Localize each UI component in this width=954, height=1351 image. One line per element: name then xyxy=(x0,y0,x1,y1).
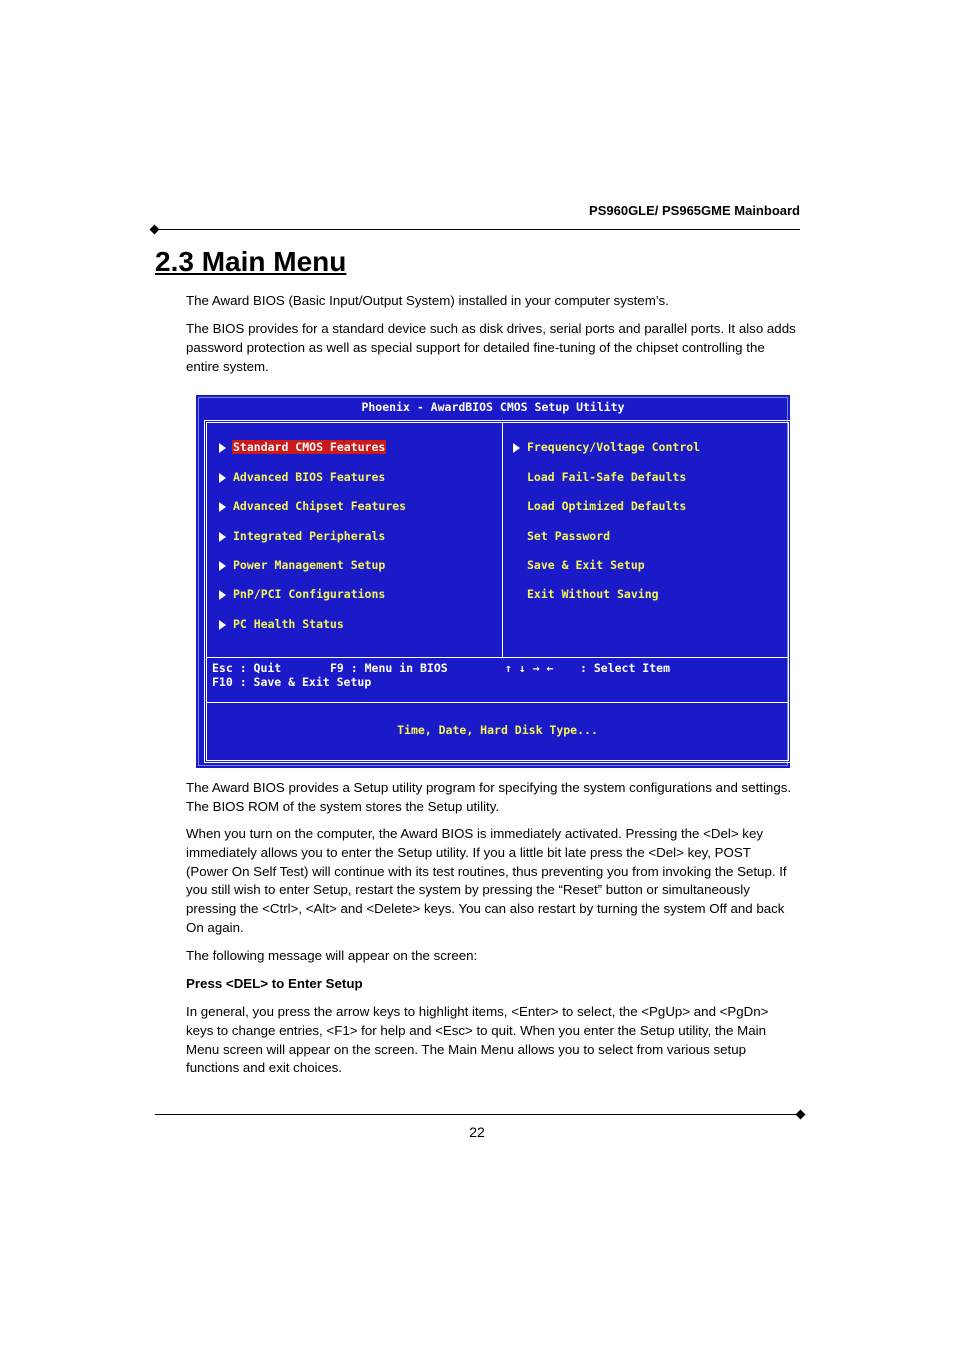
bios-item-exit-without-saving[interactable]: Exit Without Saving xyxy=(527,587,659,601)
bios-inner-frame xyxy=(198,397,788,766)
intro-paragraph-1: The Award BIOS (Basic Input/Output System) installed in your computer system’s. xyxy=(186,293,669,308)
bios-item-set-password[interactable]: Set Password xyxy=(527,529,611,543)
bios-hint-f10: F10 : Save & Exit Setup xyxy=(212,675,372,689)
bios-item-frequency-voltage-control[interactable]: Frequency/Voltage Control xyxy=(513,440,701,455)
bios-hint-esc: Esc : Quit xyxy=(212,661,282,675)
triangle-right-icon xyxy=(219,473,226,483)
triangle-right-icon xyxy=(219,620,226,630)
bios-status-divider xyxy=(207,702,788,703)
bios-item-power-management-setup[interactable]: Power Management Setup xyxy=(219,558,386,573)
bios-item-standard-cmos-features[interactable]: Standard CMOS Features xyxy=(219,440,386,455)
triangle-right-icon xyxy=(219,443,226,453)
header-title: PS960GLE/ PS965GME Mainboard xyxy=(589,203,800,218)
bios-title: Phoenix - AwardBIOS CMOS Setup Utility xyxy=(361,400,625,414)
triangle-right-icon xyxy=(219,590,226,600)
bios-item-load-fail-safe-defaults[interactable]: Load Fail-Safe Defaults xyxy=(527,470,687,484)
bios-menu-frame xyxy=(204,420,791,763)
bios-column-divider xyxy=(502,423,503,657)
triangle-right-icon xyxy=(513,443,520,453)
triangle-right-icon xyxy=(219,532,226,542)
bios-footer-divider xyxy=(207,657,788,658)
rule-diamond-bottom xyxy=(796,1110,806,1120)
bios-item-load-optimized-defaults[interactable]: Load Optimized Defaults xyxy=(527,499,687,513)
section-title: 2.3 Main Menu xyxy=(155,246,347,277)
header-rule xyxy=(155,229,800,230)
triangle-right-icon xyxy=(219,561,226,571)
footer-rule xyxy=(155,1114,800,1115)
bios-item-pnp-pci-configurations[interactable]: PnP/PCI Configurations xyxy=(219,587,386,602)
bios-item-advanced-chipset-features[interactable]: Advanced Chipset Features xyxy=(219,499,407,514)
bios-item-advanced-bios-features[interactable]: Advanced BIOS Features xyxy=(219,470,386,485)
body-paragraph-3: The following message will appear on the screen: xyxy=(186,948,478,963)
bios-status-line: Time, Date, Hard Disk Type... xyxy=(397,723,598,737)
body-paragraph-4: In general, you press the arrow keys to highlight items, <Enter> to select, the <PgUp> and <PgDn> keys to change entries, <F1> for help and <Esc> to quit. When you enter the Setup utility, the Main Menu screen will appear on the screen. The Main Menu allows you to select from various setup functions and exit choices. xyxy=(186,1004,769,1076)
triangle-right-icon xyxy=(219,502,226,512)
press-del-message: Press <DEL> to Enter Setup xyxy=(186,976,363,991)
page-number: 22 xyxy=(469,1124,485,1140)
body-paragraph-1: The Award BIOS provides a Setup utility program for specifying the system configurations and settings. The BIOS ROM of the system stores the Setup utility. xyxy=(186,780,792,814)
bios-item-pc-health-status[interactable]: PC Health Status xyxy=(219,617,345,632)
bios-hint-f9: F9 : Menu in BIOS xyxy=(330,661,448,675)
bios-item-save-exit-setup[interactable]: Save & Exit Setup xyxy=(527,558,645,572)
bios-hint-arrows: ↑ ↓ → ← xyxy=(505,661,554,675)
bios-item-integrated-peripherals[interactable]: Integrated Peripherals xyxy=(219,529,386,544)
bios-hint-select: : Select Item xyxy=(580,661,671,675)
intro-paragraph-2: The BIOS provides for a standard device such as disk drives, serial ports and parallel ports. It also adds password protection as well as special support for detailed fine-tuning of the chipset controlling the entire system. xyxy=(186,321,796,374)
bios-screen xyxy=(196,395,790,768)
body-paragraph-2: When you turn on the computer, the Award BIOS is immediately activated. Pressing the <Del> key immediately allows you to enter the Setup utility. If you a little bit late press the <Del> key, POST (Power On Self Test) will continue with its test routines, thus preventing you from invoking the Setup. If you still wish to enter Setup, restart the system by pressing the “Reset” button or simultaneously pressing the <Ctrl>, <Alt> and <Delete> keys. You can also restart by turning the system Off and back On again. xyxy=(186,826,787,935)
